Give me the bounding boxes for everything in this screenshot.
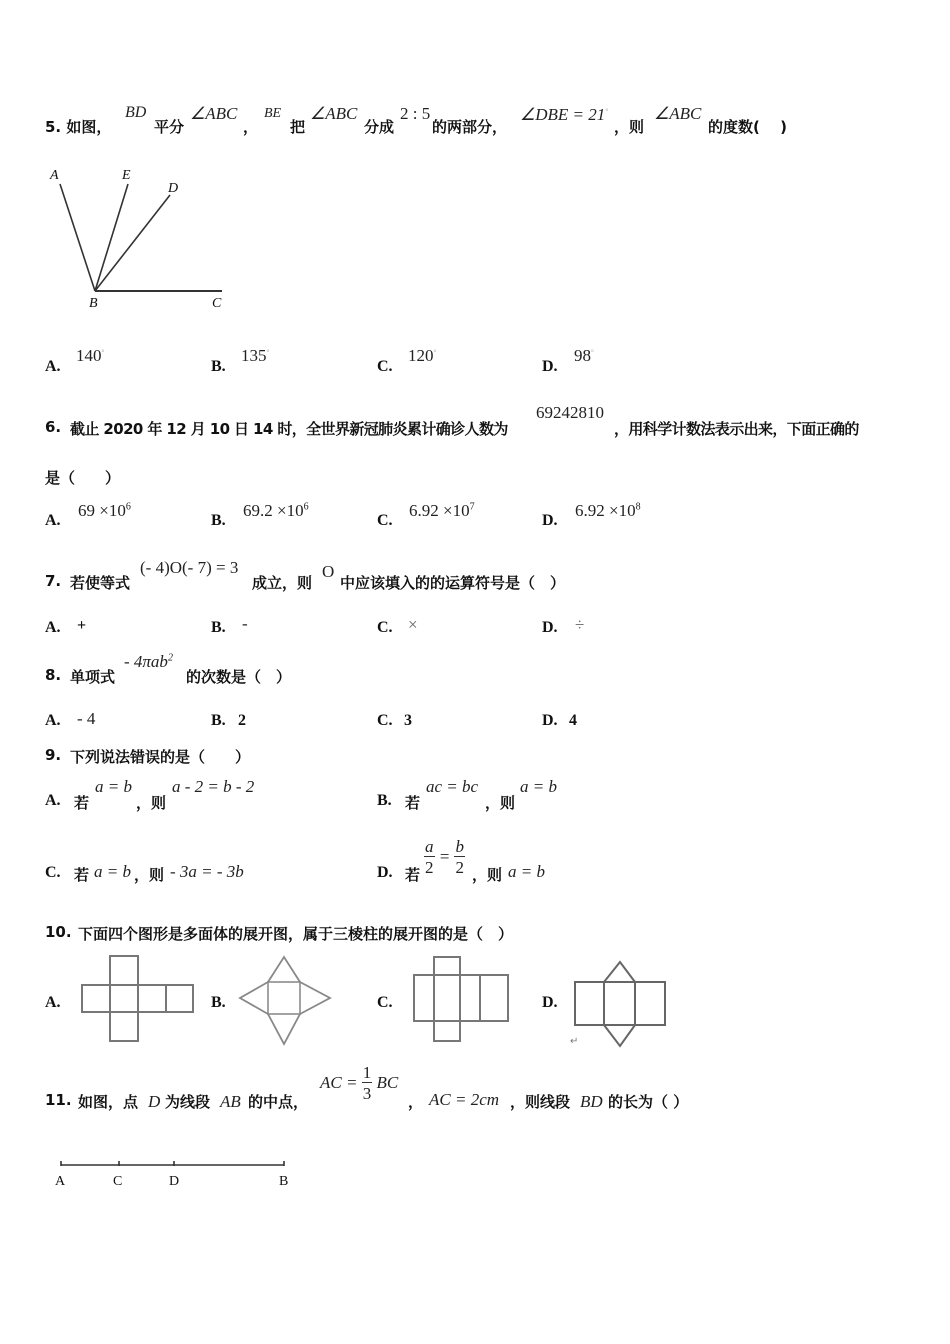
option-text: ，则 xyxy=(136,794,167,812)
option-text: ，则 xyxy=(134,866,165,884)
point-c-label: C xyxy=(212,296,222,311)
option-value: $6.92 \times 10^7$ xyxy=(409,501,475,520)
stem-text: 的度数( ) xyxy=(708,118,787,136)
math-segment-ab: AB xyxy=(220,1092,241,1111)
option-label: A. xyxy=(45,792,61,809)
option-value: 2 xyxy=(238,712,246,729)
option-value: + xyxy=(77,617,87,634)
point-a-label: A xyxy=(55,1174,66,1189)
question-number: 10. xyxy=(45,923,72,941)
question-number: 5. xyxy=(45,118,62,136)
option-label: C. xyxy=(377,712,393,729)
stem-text: 是（ ） xyxy=(45,469,121,487)
math-angle-dbe: ∠DBE = 21° xyxy=(520,105,609,124)
stem-text: 的中点， xyxy=(248,1093,309,1111)
stem-text: 的两部分， xyxy=(432,118,508,136)
stem-text: 平分 xyxy=(154,118,185,136)
point-a-label: A xyxy=(50,168,59,183)
option-text: ，则 xyxy=(485,794,516,812)
math-angle-abc: ∠ABC xyxy=(654,104,702,123)
math-monomial: - 4πab$^2$ xyxy=(124,652,173,671)
math-number: 69242810 xyxy=(536,403,604,422)
math-operator-placeholder: O xyxy=(322,562,335,581)
option-label: C. xyxy=(45,864,61,881)
option-label: C. xyxy=(377,994,393,1011)
option-label: B. xyxy=(211,712,226,729)
stem-text: ，则线段 xyxy=(510,1093,571,1111)
stem-text: 下面四个图形是多面体的展开图，属于三棱柱的展开图的是（ ） xyxy=(78,925,514,943)
question-number: 7. xyxy=(45,572,62,590)
option-label: D. xyxy=(542,712,558,729)
option-label: D. xyxy=(542,619,558,636)
question-number: 8. xyxy=(45,666,62,684)
math-result: - 3a = - 3b xyxy=(170,862,244,881)
math-point-d: D xyxy=(148,1092,161,1111)
option-label: D. xyxy=(542,512,558,529)
point-e-label: E xyxy=(122,168,131,183)
math-angle-abc: ∠ABC xyxy=(190,104,238,123)
option-label: B. xyxy=(377,792,392,809)
math-condition: ac = bc xyxy=(426,777,479,796)
stem-text: 的次数是（ ） xyxy=(186,668,292,686)
option-label: A. xyxy=(45,512,61,529)
stem-text: 中应该填入的的运算符号是（ ） xyxy=(340,574,566,592)
stem-text: 单项式 xyxy=(70,668,116,686)
option-value: ÷ xyxy=(575,615,585,634)
question-5-stem xyxy=(45,116,111,137)
option-value: 3 xyxy=(404,712,412,729)
question-number: 11. xyxy=(45,1091,72,1109)
math-result: a = b xyxy=(520,777,557,796)
option-label: B. xyxy=(211,512,226,529)
question-number: 9. xyxy=(45,746,62,764)
option-label: C. xyxy=(377,358,393,375)
stem-text: 分成 xyxy=(364,118,395,136)
option-label: B. xyxy=(211,358,226,375)
option-value: $69.2 \times 10^6$ xyxy=(243,501,309,520)
point-b-label: B xyxy=(279,1174,289,1189)
option-label: A. xyxy=(45,994,61,1011)
option-label: B. xyxy=(211,619,226,636)
math-ac-length: AC = 2cm xyxy=(429,1090,500,1109)
angle-figure xyxy=(40,160,240,310)
stem-text: ， xyxy=(408,1093,424,1111)
stem-text: 若使等式 xyxy=(70,574,131,592)
option-label: A. xyxy=(45,358,61,375)
option-value: 98° xyxy=(574,346,594,365)
option-label: B. xyxy=(211,994,226,1011)
point-d-label: D xyxy=(168,181,179,196)
option-value: 140° xyxy=(76,346,105,365)
math-condition: a = b xyxy=(94,862,131,881)
rectangular-prism-net-figure xyxy=(412,955,510,1045)
math-segment-bd: BD xyxy=(580,1092,603,1111)
point-c-label: C xyxy=(113,1174,123,1189)
point-d-label: D xyxy=(169,1174,180,1189)
math-condition: a = b xyxy=(95,777,132,796)
math-fraction-condition: $\frac{a}{2}$ = $\frac{b}{2}$ xyxy=(425,837,464,877)
stem-text: 把 xyxy=(290,118,306,136)
option-value: 4 xyxy=(569,712,577,729)
math-result: a = b xyxy=(508,862,545,881)
option-label: D. xyxy=(542,358,558,375)
option-value: 120° xyxy=(408,346,437,365)
triangular-prism-net-figure xyxy=(572,960,668,1048)
question-number: 6. xyxy=(45,418,62,436)
stem-text: ，则 xyxy=(614,118,645,136)
stem-text: 如图，点 xyxy=(78,1093,139,1111)
line-segment-figure xyxy=(50,1158,300,1190)
option-label: D. xyxy=(377,864,393,881)
math-bd: BD xyxy=(125,104,147,121)
cross-net-figure xyxy=(80,955,196,1043)
stem-text: 下列说法错误的是（ ） xyxy=(70,748,251,766)
option-label: A. xyxy=(45,712,61,729)
math-be: BE xyxy=(264,106,282,121)
point-b-label: B xyxy=(89,296,98,311)
math-result: a - 2 = b - 2 xyxy=(172,777,255,796)
option-value: 135° xyxy=(241,346,270,365)
option-value: $6.92 \times 10^8$ xyxy=(575,501,641,520)
math-equation: (- 4)O(- 7) = 3 xyxy=(140,558,239,577)
math-ac-fraction: AC = $\frac{1}{3}$ BC xyxy=(320,1063,399,1103)
option-value: - xyxy=(242,614,248,633)
stem-text: 截止 2020 年 12 月 10 日 14 时，全世界新冠肺炎累计确诊人数为 xyxy=(70,420,508,438)
stem-text: 的长为（ ） xyxy=(608,1093,689,1111)
option-value: - 4 xyxy=(77,709,96,728)
stem-text: 为线段 xyxy=(165,1093,211,1111)
option-label: A. xyxy=(45,619,61,636)
option-value: $69 \times 10^6$ xyxy=(78,501,131,520)
option-label: C. xyxy=(377,512,393,529)
math-ratio: 2 : 5 xyxy=(400,104,431,123)
stem-text: ，用科学计数法表示出来，下面正确的 xyxy=(614,420,859,438)
return-mark-icon: ↵ xyxy=(570,1036,579,1047)
option-label: D. xyxy=(542,994,558,1011)
option-value: × xyxy=(408,615,418,634)
option-text: 若 xyxy=(74,866,90,884)
stem-text: 如图， xyxy=(66,118,112,136)
option-text: ，则 xyxy=(472,866,503,884)
option-text: 若 xyxy=(405,794,421,812)
stem-text: ， xyxy=(243,118,259,136)
stem-text: 成立，则 xyxy=(252,574,313,592)
square-pyramid-net-figure xyxy=(238,955,333,1047)
option-label: C. xyxy=(377,619,393,636)
option-text: 若 xyxy=(74,794,90,812)
option-text: 若 xyxy=(405,866,421,884)
math-angle-abc: ∠ABC xyxy=(310,104,358,123)
